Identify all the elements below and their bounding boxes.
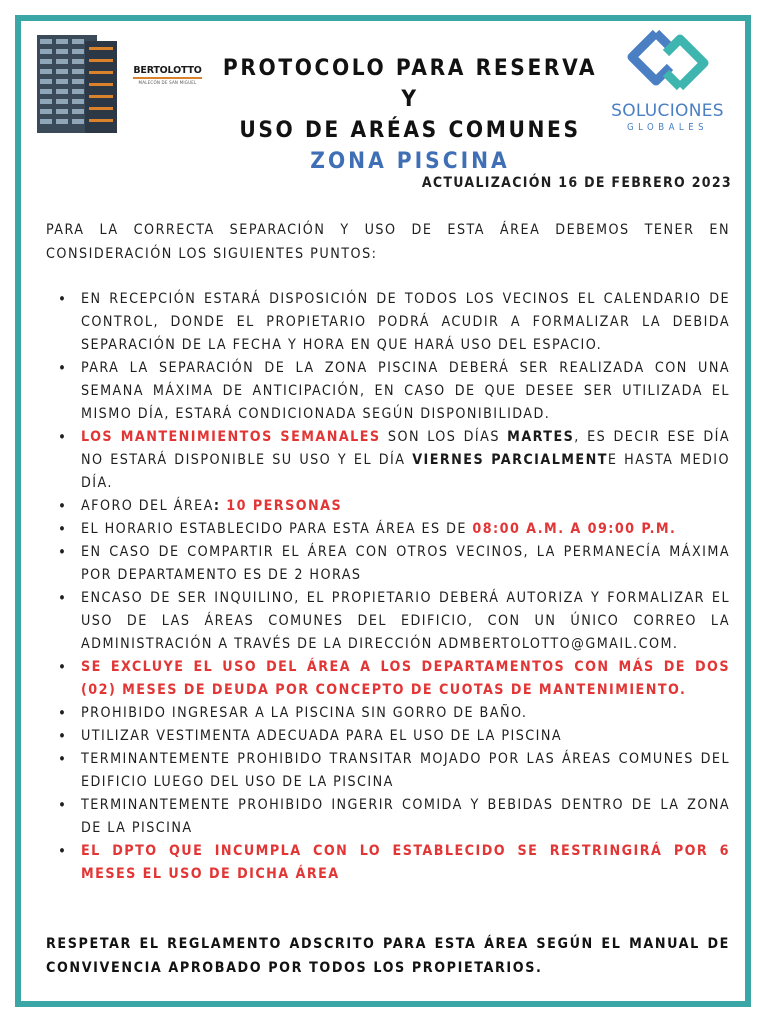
- rule-text: PARA LA SEPARACIÓN DE LA ZONA PISCINA DEBERÁ SER REALIZADA CON UNA SEMANA MÁXIMA DE ANTICIPACIÓN, EN CASO DE QUE DESEE SER UTILIZADA EL MISMO DÍA, ESTARÁ CONDICIONADA SEGÚN DISPONIBILIDAD.: [81, 360, 730, 422]
- rule-highlight: 10 PERSONAS: [226, 498, 343, 514]
- rule-text: ENCASO DE SER INQUILINO, EL PROPIETARIO DEBERÁ AUTORIZA Y FORMALIZAR EL USO DE LAS ÁREAS COMUNES DEL EDIFICIO, CON UN ÚNICO CORREO LA ADMINISTRACIÓN A TRAVÉS DE LA DIRECCIÓN ADMBERTOLOTTO@GMAIL.COM.: [81, 590, 730, 652]
- rule-text: PROHIBIDO INGRESAR A LA PISCINA SIN GORRO DE BAÑO.: [81, 705, 528, 721]
- list-item: [46, 748, 730, 794]
- rule-text: TERMINANTEMENTE PROHIBIDO TRANSITAR MOJADO POR LAS ÁREAS COMUNES DEL EDIFICIO LUEGO DEL USO DE LA PISCINA: [81, 751, 730, 790]
- list-item: [46, 587, 730, 656]
- header: [0, 0, 768, 174]
- rule-text: TERMINANTEMENTE PROHIBIDO INGERIR COMIDA Y BEBIDAS DENTRO DE LA ZONA DE LA PISCINA: [81, 797, 730, 836]
- rule-text: EN RECEPCIÓN ESTARÁ DISPOSICIÓN DE TODOS LOS VECINOS EL CALENDARIO DE CONTROL, DONDE EL PROPIETARIO PODRÁ ACUDIR A FORMALIZAR LA DEBIDA SEPARACIÓN DE LA FECHA Y HORA EN QUE HARÁ USO DEL ESPACIO.: [81, 291, 730, 353]
- update-date: ACTUALIZACIÓN 16 DE FEBRERO 2023: [421, 175, 732, 191]
- list-item: [46, 656, 730, 702]
- rules-list: [46, 288, 730, 886]
- rule-highlight: 08:00 A.M. A 09:00 P.M.: [472, 521, 677, 537]
- rule-text: AFORO DEL ÁREA: [81, 498, 214, 514]
- rule-highlight: EL DPTO QUE INCUMPLA CON LO ESTABLECIDO SE RESTRINGIRÁ POR 6 MESES EL USO DE DICHA ÁREA: [81, 843, 730, 882]
- list-item: [46, 702, 730, 725]
- company-name: SOLUCIONES: [611, 101, 724, 121]
- rule-text: EL HORARIO ESTABLECIDO PARA ESTA ÁREA ES DE: [81, 521, 473, 537]
- list-item: [46, 518, 730, 541]
- building-image: [35, 33, 125, 133]
- rule-bold: VIERNES PARCIALMENT: [412, 452, 608, 468]
- bertolotto-logo-text: BERTOLOTTO: [133, 65, 201, 79]
- chain-links-icon: [618, 25, 718, 95]
- document-title: [210, 53, 610, 177]
- company-subtitle: GLOBALES: [626, 122, 709, 133]
- rule-text: EN CASO DE COMPARTIR EL ÁREA CON OTROS VECINOS, LA PERMANECÍA MÁXIMA POR DEPARTAMENTO ES DE 2 HORAS: [81, 544, 730, 583]
- closing-paragraph: RESPETAR EL REGLAMENTO ADSCRITO PARA ESTA ÁREA SEGÚN EL MANUAL DE CONVIVENCIA APROBADO POR TODOS LOS PROPIETARIOS.: [46, 936, 730, 976]
- list-item: [46, 426, 730, 495]
- rule-highlight: SE EXCLUYE EL USO DEL ÁREA A LOS DEPARTAMENTOS CON MÁS DE DOS (02) MESES DE DEUDA POR CONCEPTO DE CUOTAS DE MANTENIMIENTO.: [81, 659, 730, 698]
- list-item: [46, 541, 730, 587]
- list-item: [46, 725, 730, 748]
- intro-paragraph: PARA LA CORRECTA SEPARACIÓN Y USO DE ESTA ÁREA DEBEMOS TENER EN CONSIDERACIÓN LOS SIGUIENTES PUNTOS:: [46, 222, 730, 262]
- rule-text: , ES DECIR ESE DÍA NO ESTARÁ DISPONIBLE SU USO Y EL DÍA: [81, 429, 730, 468]
- bertolotto-logo: [130, 58, 205, 84]
- list-item: [46, 495, 730, 518]
- rule-bold: :: [213, 498, 227, 514]
- title-line-1: PROTOCOLO PARA RESERVA Y: [222, 55, 598, 112]
- rule-highlight: LOS MANTENIMIENTOS SEMANALES: [81, 429, 381, 445]
- rule-text: E HASTA MEDIO DÍA.: [81, 452, 730, 491]
- rule-text: SON LOS DÍAS: [380, 429, 508, 445]
- list-item: [46, 840, 730, 886]
- rule-text: UTILIZAR VESTIMENTA ADECUADA PARA EL USO DE LA PISCINA: [81, 728, 563, 744]
- rule-bold: MARTES: [507, 429, 575, 445]
- list-item: [46, 794, 730, 840]
- bertolotto-logo-subtext: MALECÓN DE SAN MIGUEL: [138, 81, 197, 86]
- title-line-2: USO DE ARÉAS COMUNES: [239, 117, 581, 143]
- title-line-3: ZONA PISCINA: [310, 148, 510, 174]
- list-item: [46, 288, 730, 357]
- list-item: [46, 357, 730, 426]
- soluciones-globales-logo: [600, 25, 735, 145]
